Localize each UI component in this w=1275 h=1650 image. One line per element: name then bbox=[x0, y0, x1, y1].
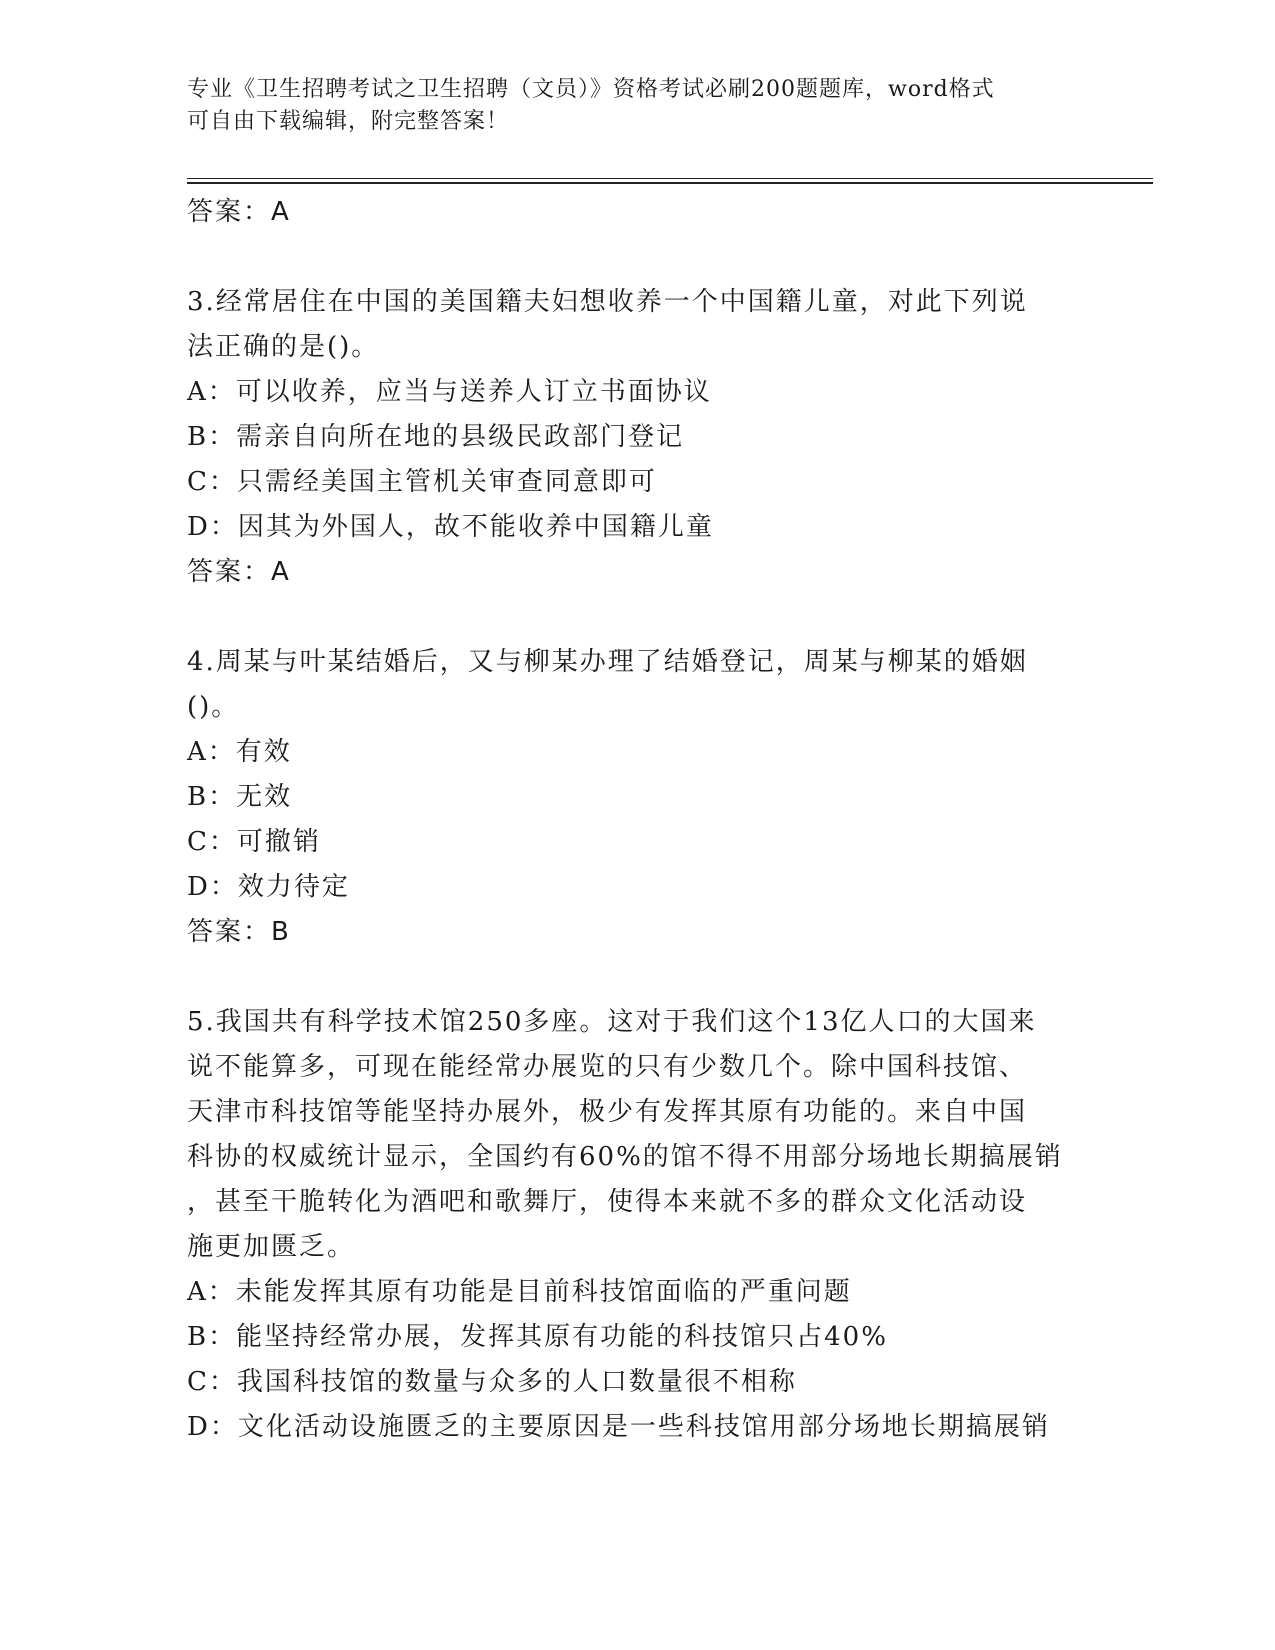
option-a: A：未能发挥其原有功能是目前科技馆面临的严重问题 bbox=[187, 1277, 852, 1307]
answer-label: 答案：A bbox=[187, 557, 291, 587]
answer-label: 答案：B bbox=[187, 917, 291, 947]
question-text-line: ，甚至干脆转化为酒吧和歌舞厅，使得本来就不多的群众文化活动设 bbox=[187, 1187, 1028, 1217]
question-text-line: 4.周某与叶某结婚后，又与柳某办理了结婚登记，周某与柳某的婚姻 bbox=[187, 647, 1028, 677]
option-c: C：我国科技馆的数量与众多的人口数量很不相称 bbox=[187, 1367, 797, 1397]
option-b: B：需亲自向所在地的县级民政部门登记 bbox=[187, 422, 685, 452]
option-a: A：有效 bbox=[187, 737, 292, 767]
question-text-line: ()。 bbox=[187, 692, 240, 722]
header-line-1: 专业《卫生招聘考试之卫生招聘（文员）》资格考试必刷200题题库，word格式 bbox=[187, 77, 995, 102]
answer-label: 答案：A bbox=[187, 197, 291, 227]
question-list bbox=[187, 190, 1087, 1450]
question-3 bbox=[187, 280, 1087, 595]
option-d: D：文化活动设施匮乏的主要原因是一些科技馆用部分场地长期搞展销 bbox=[187, 1412, 1050, 1442]
question-text-line: 说不能算多，可现在能经常办展览的只有少数几个。除中国科技馆、 bbox=[187, 1052, 1028, 1082]
question-text-line: 3.经常居住在中国的美国籍夫妇想收养一个中国籍儿童，对此下列说 bbox=[187, 287, 1028, 317]
option-a: A：可以收养，应当与送养人订立书面协议 bbox=[187, 377, 712, 407]
header-divider bbox=[187, 178, 1153, 179]
header-line-2: 可自由下载编辑，附完整答案！ bbox=[187, 109, 510, 134]
question-text-line: 5.我国共有科学技术馆250多座。这对于我们这个13亿人口的大国来 bbox=[187, 1007, 1037, 1037]
question-text-line: 天津市科技馆等能坚持办展外，极少有发挥其原有功能的。来自中国 bbox=[187, 1097, 1028, 1127]
document-header bbox=[187, 74, 1067, 138]
option-c: C：只需经美国主管机关审查同意即可 bbox=[187, 467, 657, 497]
question-5 bbox=[187, 1000, 1087, 1450]
question-text-line: 施更加匮乏。 bbox=[187, 1232, 356, 1262]
header-divider-thick bbox=[187, 182, 1153, 184]
question-text-line: 科协的权威统计显示，全国约有60%的馆不得不用部分场地长期搞展销 bbox=[187, 1142, 1063, 1172]
option-d: D：效力待定 bbox=[187, 872, 350, 902]
question-4 bbox=[187, 640, 1087, 955]
option-c: C：可撤销 bbox=[187, 827, 321, 857]
option-b: B：无效 bbox=[187, 782, 293, 812]
option-d: D：因其为外国人，故不能收养中国籍儿童 bbox=[187, 512, 714, 542]
question-text-line: 法正确的是()。 bbox=[187, 332, 380, 362]
option-b: B：能坚持经常办展，发挥其原有功能的科技馆只占40% bbox=[187, 1322, 888, 1352]
